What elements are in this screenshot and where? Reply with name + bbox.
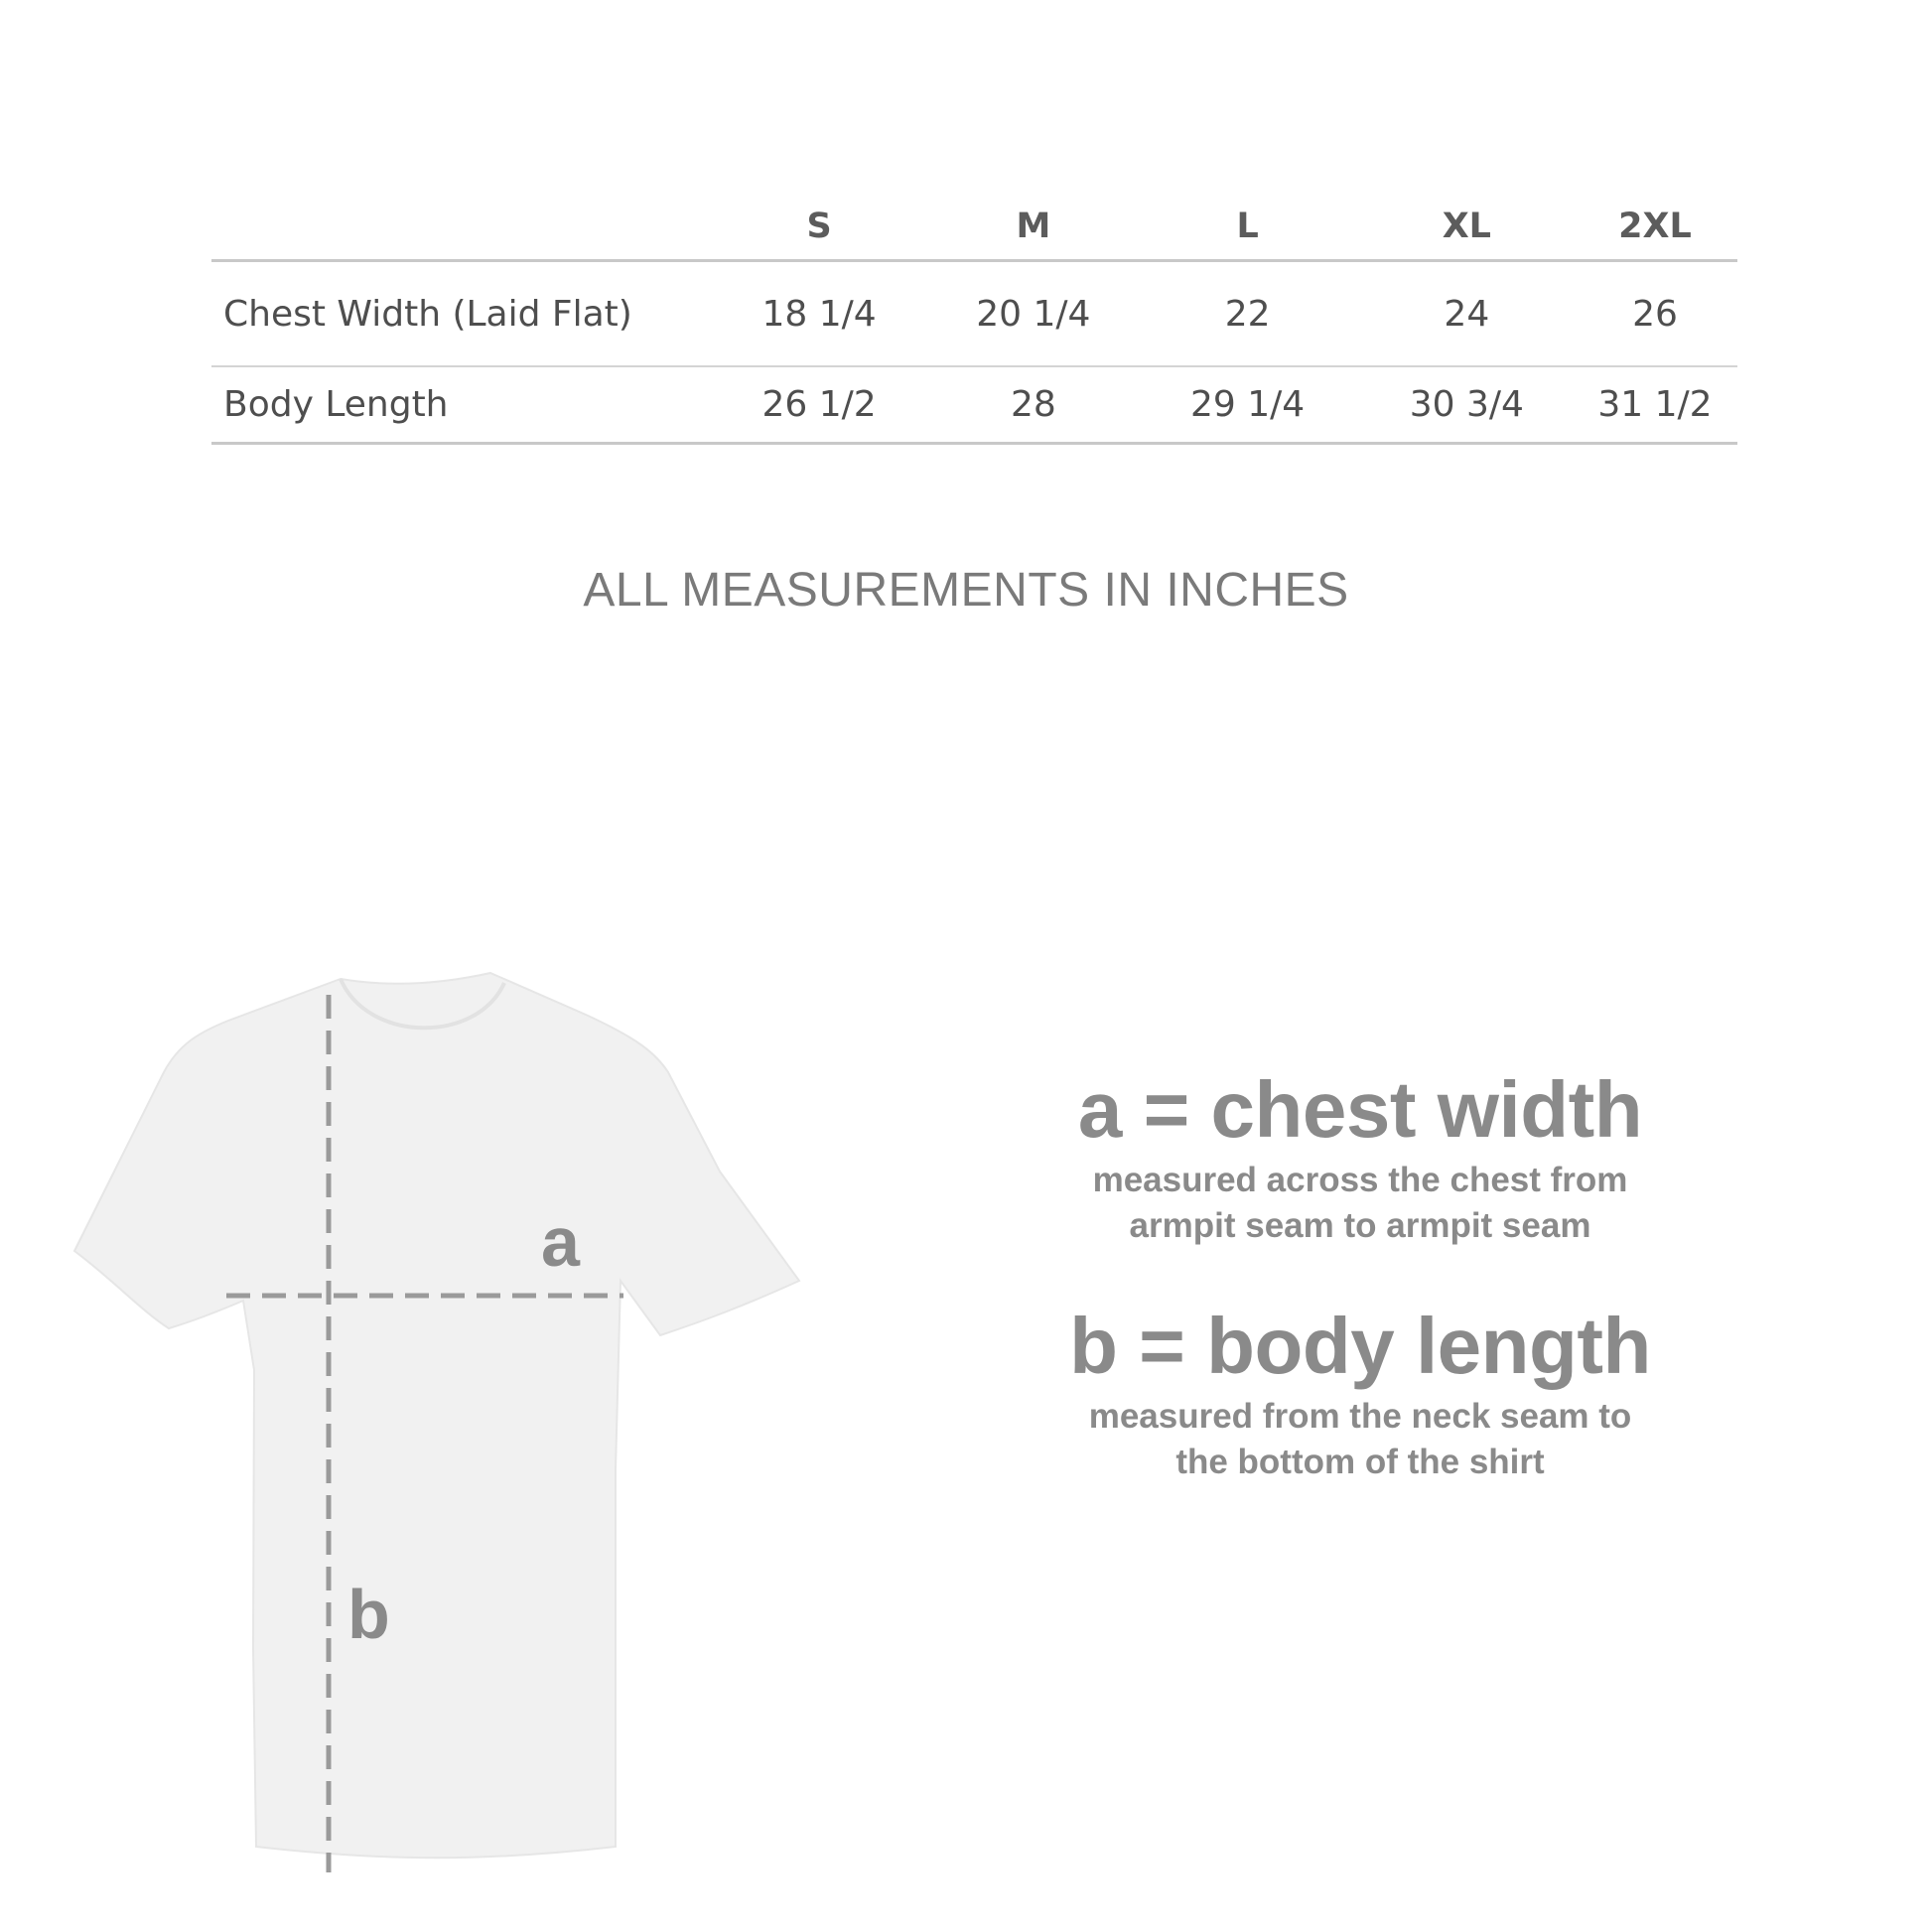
body-length-2xl: 31 1/2 [1573,366,1737,444]
chest-width-heading: a = chest width [1077,1065,1643,1154]
chest-width-row [211,261,1737,367]
chest-width-label: Chest Width (Laid Flat) [211,261,706,367]
body-length-l: 29 1/4 [1135,366,1361,444]
chest-width-legend [1003,1065,1718,1249]
size-header-row [211,194,1737,261]
body-length-s: 26 1/2 [706,366,932,444]
size-header-xl: XL [1361,194,1573,261]
chest-width-s: 18 1/4 [706,261,932,367]
row-label-header [211,194,706,261]
body-length-m: 28 [932,366,1134,444]
chest-width-description: measured across the chest from armpit seam to armpit seam [1092,1161,1628,1245]
chest-width-l: 22 [1135,261,1361,367]
body-length-label: Body Length [211,366,706,444]
body-length-xl: 30 3/4 [1361,366,1573,444]
chest-width-xl: 24 [1361,261,1573,367]
size-header-m: M [932,194,1134,261]
size-header-s: S [706,194,932,261]
body-length-row [211,366,1737,444]
size-chart-table [211,194,1737,445]
body-length-description: measured from the neck seam to the bottom of the shirt [1088,1397,1632,1481]
body-length-heading: b = body length [1069,1302,1651,1390]
size-header-l: L [1135,194,1361,261]
size-header-2xl: 2XL [1573,194,1737,261]
tshirt-measurement-diagram [60,953,814,1876]
tshirt-icon [74,973,799,1858]
body-length-legend [1003,1302,1718,1485]
chest-width-marker-label: a [541,1203,580,1281]
units-note: ALL MEASUREMENTS IN INCHES [583,564,1349,617]
chest-width-2xl: 26 [1573,261,1737,367]
body-length-marker-label: b [347,1576,390,1653]
chest-width-m: 20 1/4 [932,261,1134,367]
